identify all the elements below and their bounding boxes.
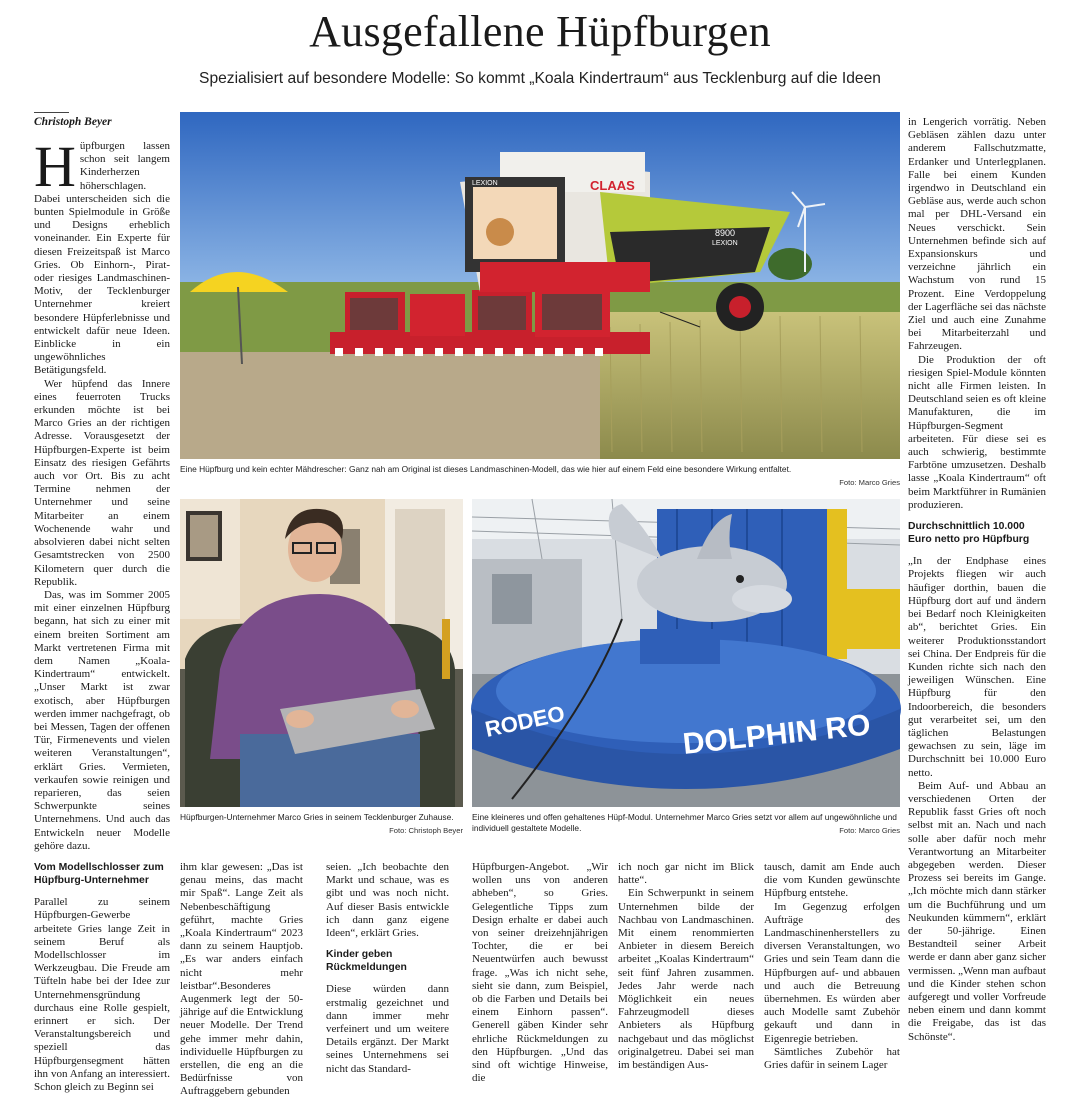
photo-caption: Eine kleineres und offen gehaltenes Hüpf-Modul. Unternehmer Marco Gries setzt vor allem auf ungewöhnliche und individuell gestaltete Modelle. <box>472 812 897 833</box>
harvester-cab-text: LEXION <box>472 180 498 187</box>
photo-caption: Eine Hüpfburg und kein echter Mähdrescher: Ganz nah am Original ist dieses Landmaschinen-Modell, das wie hier auf einem Feld eine besondere Wirkung entfaltet. <box>180 464 792 474</box>
paragraph: tausch, damit am Ende auch die vom Kunden gewünschte Hüpfburg entstehe. <box>764 861 900 900</box>
paragraph: üpfburgen lassen schon seit langem Kinderherzen höherschlagen. Dabei unterscheiden sich die bunten Spielmodule in Größe und Designs erheblich voneinander. Ein Experte für diesen Freizeitspaß ist Marco Gries. Ob Einhorn-, Pirat- oder riesiges Landmaschinen-Motiv, der Tecklenburger Unternehmer kreiert besondere Hüpferlebnisse und entwickelt dafür neue Ideen. Einblicke in ein ungewöhnliches Betätigungsfeld. <box>34 140 170 377</box>
paragraph: ihm klar gewesen: „Das ist genau meins, das macht mir Spaß“. Lange Zeit als Nebenbeschäftigung geführt, machte Gries „Koala Kindertraum“ 2023 dann zu seinem Hauptjob. „Es war anders einfach nicht mehr leistbar“.Besonderes Augenmerk legt der 50-jährige auf die Entwicklung neuer Modelle. Der Trend gehe immer mehr dahin, individuelle Hüpfburgen zu erstellen, die eng an die Bedürfnisse von Auftraggebern gebunden <box>180 861 303 1098</box>
section-heading: Kinder geben Rückmeldungen <box>326 949 407 973</box>
paragraph: Wer hüpfend das Innere eines feuerroten Trucks erkunden möchte ist bei Marco Gries an der richtigen Adresse. Vorausgesetzt der Hüpfburgen-Experte ist beim Einsatz des riesigen Gefährts auch vor Ort. Bis zu acht Termine nehmen der Unternehmer und seine Mitarbeiter an einem Wochenende wahr und absolvieren dabei nicht selten Gesamtstrecken von 2500 Kilometern quer durch die Republik. <box>34 377 170 588</box>
article-column-1 <box>34 134 170 1093</box>
section-heading: Durchschnittlich 10.000 Euro netto pro Hüpfburg <box>908 521 1030 545</box>
paragraph: ich noch gar nicht im Blick hatte“. <box>618 861 754 887</box>
harvester-brand-text: CLAAS <box>590 178 635 193</box>
author-rule <box>34 112 69 113</box>
subheadline: Spezialisiert auf besondere Modelle: So kommt „Koala Kindertraum“ aus Tecklenburg auf die Ideen <box>199 70 881 87</box>
photo-credit: Foto: Christoph Beyer <box>389 826 463 835</box>
article-column-7 <box>908 116 1046 1071</box>
paragraph: Ein Schwerpunkt in seinem Unternehmen bilde der Nachbau von Landmaschinen. Mit einem renommierten Anbieter in diesem Bereich arbeitet „Koalas Kindertraum“ seit fünf Jahren zusammen. Jedes Jahr werde nach Möglichkeit ein neues Fahrzeugmodell dieses Anbieters als Hüpfburg nachgebaut und das möglichst originalgetreu. Dabei sei man im beständigen Aus- <box>618 887 754 1072</box>
article-column-4 <box>472 861 608 1085</box>
ring-text-rodeo: RODEO <box>482 700 567 742</box>
paragraph: Das, was im Sommer 2005 mit einer einzelnen Hüpfburg begann, hat sich zu einer mit einem breiten Sortiment am Markt vertretenen Firma mit dem Namen „Koala-Kindertraum“ entwickelt. „Unser Markt ist zwar exotisch, aber Hüpfburgen werden immer nachgefragt, ob bei Messen, Tagen der offenen Tür, Firmenevents und vielen weiteren Veranstaltungen“, erklärt Gries. Vermieten, verkaufen sowie reinigen und reparieren, das seien Schwerpunkte seines Unternehmens. Und auch das Entwickeln neuer Modelle gehöre dazu. <box>34 588 170 852</box>
photo-credit: Foto: Marco Gries <box>839 826 900 835</box>
paragraph: Hüpfburgen-Angebot. „Wir wollen uns von anderen abheben“, so Gries. Gelegentliche Tipps zum Design erhalte er dabei auch von seiner dreizehnjährigen Tochter, die er bei Neuentwürfen auch bewusst frage. „Was ich nicht sehe, sieht sie dann, zum Beispiel, ob die Farben und Details bei einem Einhorn passen“. Generell gäben Kinder sehr ehrliche Rückmeldungen zu den Hüpfburgen. „Und das sind oft wichtige Hinweise, die <box>472 861 608 1085</box>
photo-harvester-bouncy-castle <box>180 112 900 459</box>
paragraph: Diese würden dann erstmalig gezeichnet und dann immer mehr verfeinert und um weitere Details ergänzt. Der Markt seines Unternehmens sei nicht das Standard- <box>326 983 449 1075</box>
headline: Ausgefallene Hüpfburgen <box>309 7 771 56</box>
paragraph: Sämtliches Zubehör hat Gries dafür in seinem Lager <box>764 1045 900 1072</box>
paragraph: seien. „Ich beobachte den Markt und schaue, was es gibt und was noch nicht. Auf dieser Basis entwickle ich dann ganz eigene Ideen“, erklärt Gries. <box>326 861 449 940</box>
article-column-5 <box>618 861 754 1071</box>
photo-caption: Hüpfburgen-Unternehmer Marco Gries in seinem Tecklenburger Zuhause. <box>180 812 454 822</box>
section-heading: Vom Modellschlosser zum Hüpfburg-Unternehmer <box>34 861 164 886</box>
author-byline: Christoph Beyer <box>34 116 112 128</box>
article-column-3 <box>326 861 449 1075</box>
paragraph: in Lengerich vorrätig. Neben Gebläsen zählen dazu unter anderem Fallschutzmatte, Erdanker und Unterlegplanen. Falle bei einem Kunden irgendwo in Deutschland ein Gebläse aus, werde auch schon mal per DHL-Versand ein Neues verschickt. Sein Unternehmen befinde sich auf Expansionskurs und verzeichne jährlich ein Wachstum von rund 15 Prozent. Eine Verdoppelung der Lagerfläche sei das nächste Ziel und auch eine Zunahme bei Mitarbeiterzahl und Fahrzeugen. <box>908 116 1046 353</box>
paragraph: „In der Endphase eines Projekts fliegen wir auch häufiger dorthin, bauen die Hüpfburg dort auf und ändern bei Bedarf noch Kleinigkeiten ab“, berichtet Gries. Ein weiterer Produktionsstandort sei China. Der Endpreis für die Kunden richte sich nach den jeweiligen Wünschen. Eine Hüpfburg für den Indoorbereich, die besonders gut verarbeitet sei, um den täglichen Belastungen gewachsen zu sein, läge im Durchschnitt bei 10.000 Euro netto. <box>908 555 1046 779</box>
paragraph: Die Produktion der oft riesigen Spiel-Module könnten nicht alle Firmen leisten. In Deutschland seien es oft kleine Manufakturen, die im Hüpfburgen-Segment arbeiteten. Für diese sei es auch schwierig, bestimmte Farbtöne umzusetzen. Deshalb lasse „Koala Kindertraum“ oft beim Marktführer in Rumänien produzieren. <box>908 353 1046 511</box>
article-column-2 <box>180 861 303 1098</box>
photo-credit: Foto: Marco Gries <box>839 478 900 487</box>
dropcap: H <box>34 134 76 199</box>
harvester-model-subtext: LEXION <box>712 240 738 247</box>
paragraph: Parallel zu seinem Hüpfburgen-Gewerbe arbeitete Gries lange Zeit in seinem Beruf als Modellschlosser im Werkzeugbau. Die Freude am Tüfteln habe bei der Idee zur Unternehmensgründung durchaus eine Rolle gespielt, erinnert er sich. Der Veranstaltungsbereich und speziell das Hüpfburgensegment hätten ihn von Anfang an interessiert. Schon gleich zu Beginn sei <box>34 896 170 1093</box>
paragraph: Im Gegenzug erfolgen Aufträge des Landmaschinenherstellers zu diversen Veranstaltungen, wo Gries und sein Team dann die Hüpfburgen auf- und abbauen und auch die Betreuung übernehmen. Es würden aber auch Modelle samt Zubehör gekauft und dann in Eigenregie betrieben. <box>764 900 900 1045</box>
article-column-6 <box>764 861 900 1071</box>
photo-portrait-marco-gries <box>180 499 463 807</box>
photo-dolphin-rodeo <box>472 499 900 807</box>
harvester-model-text: 8900 <box>715 228 736 238</box>
ring-text-dolphin: DOLPHIN RO <box>681 708 873 761</box>
paragraph: Beim Auf- und Abbau an verschiedenen Orten der Republik fasst Gries oft noch selbst mit an. Nach und nach solle aber dafür noch mehr Verantwortung an Mitarbeiter abgegeben werden. Dieser Prozess sei bereits im Gange. „Ich möchte mich dann stärker um die Buchführung und um Neukunden kümmern“, erklärt der 50-jährige. Einen Bestandteil seiner Arbeit werde er dann aber ganz sicher vermissen. „Wenn man aufbaut und die Kinder stehen schon aufgeregt und voller Vorfreude neben einem und dann kommt die Freigabe, das ist das Schönste“. <box>908 779 1046 1043</box>
